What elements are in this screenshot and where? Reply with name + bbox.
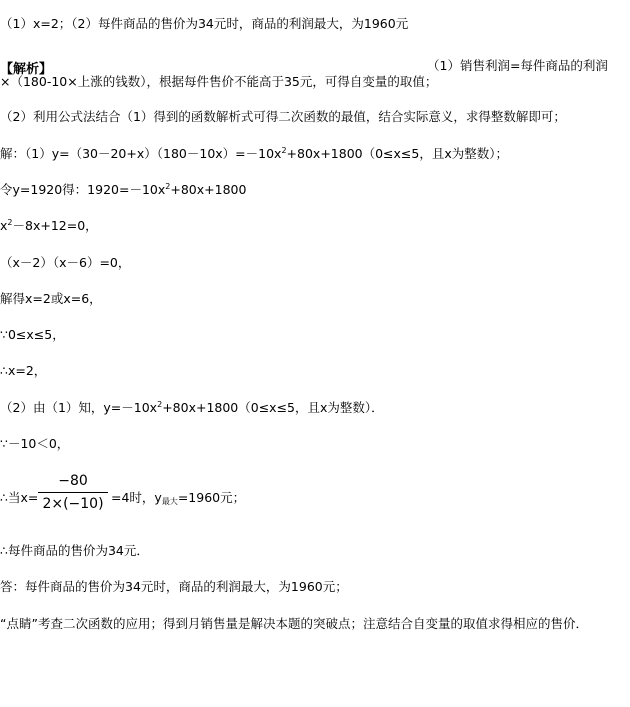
fraction-denominator: 2×(−10) bbox=[42, 496, 104, 512]
exponent: 2 bbox=[7, 218, 13, 227]
fraction-numerator: −80 bbox=[58, 473, 88, 489]
fraction-bar bbox=[38, 492, 108, 493]
final-answer: 答：每件商品的售价为34元时，商品的利润最大，为1960元； bbox=[0, 579, 348, 594]
solution-line-10-rest bbox=[111, 490, 245, 508]
solution-line-7: ∴x=2， bbox=[0, 363, 47, 378]
vertex-fraction bbox=[38, 472, 108, 513]
solution-line-10-prefix: ∴当x= bbox=[0, 490, 39, 505]
analysis-heading: 【解析】 bbox=[0, 62, 53, 77]
comment: “点睛”考查二次函数的应用；得到月销售量是解决本题的突破点；注意结合自变量的取值求得相应的售价． bbox=[0, 616, 588, 631]
solution-line-6: ∵0≤x≤5， bbox=[0, 327, 65, 342]
solution-line-2-b: +80x+1800 bbox=[170, 182, 247, 197]
solution-line-10-mid: =4时，y bbox=[111, 490, 162, 505]
exponent: 2 bbox=[281, 146, 287, 155]
solution-line-4: （x－2）（x－6）=0， bbox=[0, 255, 131, 270]
analysis-part2: （2）利用公式法结合（1）得到的函数解析式可得二次函数的最值，结合实际意义，求得整数解即可； bbox=[0, 109, 566, 124]
solution-line-1-a: 解：（1）y=（30－20+x）（180－10x）=－10x bbox=[0, 146, 282, 161]
solution-line-1-b: +80x+1800（0≤x≤5，且x为整数）； bbox=[286, 146, 509, 161]
solution-line-3 bbox=[0, 218, 98, 234]
max-subscript: 最大 bbox=[161, 497, 178, 506]
solution-line-9: ∵－10＜0， bbox=[0, 436, 70, 451]
solution-line-8-b: +80x+1800（0≤x≤5，且x为整数）． bbox=[162, 400, 384, 415]
solution-line-5: 解得x=2或x=6， bbox=[0, 291, 102, 306]
solution-line-8 bbox=[0, 400, 384, 416]
solution-line-3-b: －8x+12=0， bbox=[12, 218, 98, 233]
answer-line: （1）x=2；（2）每件商品的售价为34元时，商品的利润最大，为1960元 bbox=[0, 16, 409, 31]
solution-line-11: ∴每件商品的售价为34元． bbox=[0, 543, 149, 558]
solution-line-2-a: 令y=1920得：1920=－10x bbox=[0, 182, 166, 197]
exponent: 2 bbox=[165, 182, 171, 191]
analysis-part1-cont: ×（180-10×上涨的钱数），根据每件售价不能高于35元，可得自变量的取值； bbox=[0, 74, 438, 89]
solution-line-1 bbox=[0, 146, 508, 162]
solution-line-3-a: x bbox=[0, 218, 8, 233]
exponent: 2 bbox=[157, 400, 163, 409]
analysis-part1-right: （1）销售利润=每件商品的利润 bbox=[427, 58, 608, 73]
solution-line-10-end: =1960元； bbox=[177, 490, 246, 505]
solution-line-8-a: （2）由（1）知，y=－10x bbox=[0, 400, 158, 415]
solution-line-2 bbox=[0, 182, 246, 198]
